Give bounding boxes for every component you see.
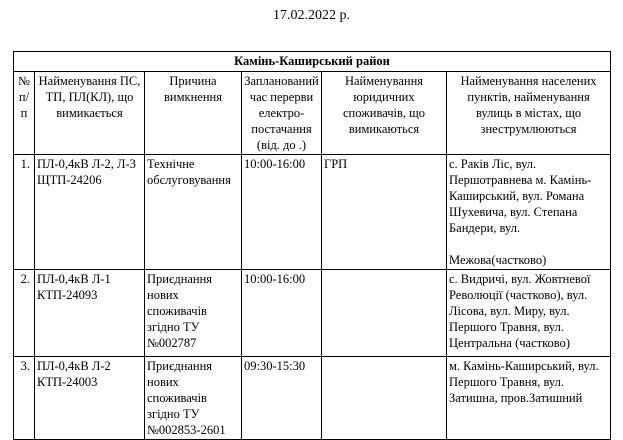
row-time: 10:00-16:00 — [242, 155, 322, 270]
district-row — [14, 52, 611, 72]
row-places-extra: Межова(частково) — [449, 253, 547, 267]
header-legal: Найменування юридичних споживачів, що вимикаються — [322, 72, 447, 155]
header-num: № п/п — [14, 72, 35, 155]
row-num: 2. — [14, 270, 35, 357]
header-row — [14, 72, 611, 155]
row-name: ПЛ-0,4кВ Л-2, Л-3 ЩТП-24206 — [35, 155, 145, 270]
table-row — [14, 270, 611, 357]
row-places: с. Видричі, вул. Жовтневої Революції (частково), вул. Лісова, вул. Миру, вул. Першого Травня, вул. Центральна (частково) — [447, 270, 611, 357]
row-legal: ГРП — [322, 155, 447, 270]
outage-schedule-table — [13, 51, 611, 440]
row-time: 10:00-16:00 — [242, 270, 322, 357]
row-num: 3. — [14, 357, 35, 440]
row-legal — [322, 357, 447, 440]
row-places — [447, 155, 611, 270]
header-time: Запланований час перерви електро-постачання (від. до .) — [242, 72, 322, 155]
row-reason: Приєднання нових споживачів згідно ТУ №002787 — [145, 270, 242, 357]
header-reason: Причина вимкнення — [145, 72, 242, 155]
row-legal — [322, 270, 447, 357]
row-name: ПЛ-0,4кВ Л-1 КТП-24093 — [35, 270, 145, 357]
district-name: Камінь-Каширський район — [14, 52, 611, 72]
row-time: 09:30-15:30 — [242, 357, 322, 440]
table-row — [14, 155, 611, 270]
row-reason: Приєднання нових споживачів згідно ТУ №002853-2601 — [145, 357, 242, 440]
document-date: 17.02.2022 р. — [273, 8, 350, 23]
row-places: м. Камінь-Каширський, вул. Першого Травня, вул. Затишна, пров.Затишний — [447, 357, 611, 440]
row-name: ПЛ-0,4кВ Л-2 КТП-24003 — [35, 357, 145, 440]
row-places-text: с. Раків Ліс, вул. Першотравнева м. Камінь-Каширський, вул. Романа Шухевича, вул. Степана Бандери, вул. — [449, 157, 592, 235]
header-places: Найменування населених пунктів, найменування вулиць в містах, що знеструмлюються — [447, 72, 611, 155]
row-reason: Технічне обслуговування — [145, 155, 242, 270]
header-name: Найменування ПС, ТП, ПЛ(КЛ), що вимикається — [35, 72, 145, 155]
row-num: 1. — [14, 155, 35, 270]
table-row — [14, 357, 611, 440]
